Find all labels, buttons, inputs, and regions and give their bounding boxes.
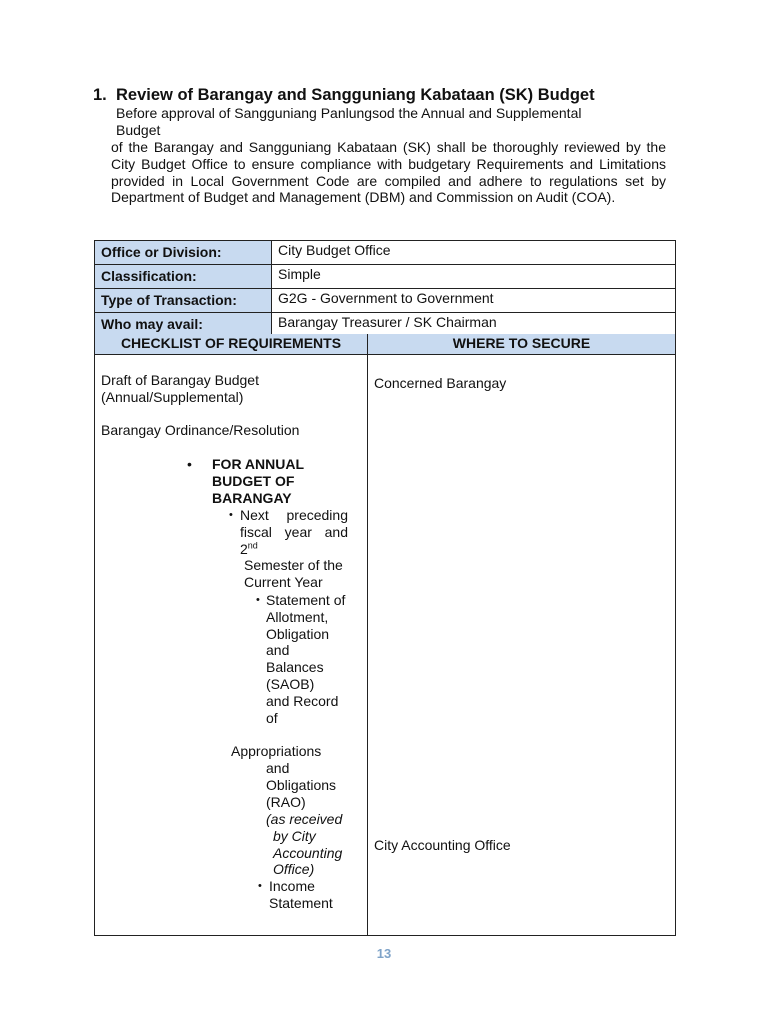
req-draft-line-1: Draft of Barangay Budget xyxy=(101,372,259,388)
next-line-4: Semester of the xyxy=(244,557,343,574)
info-value: Barangay Treasurer / SK Chairman xyxy=(272,313,676,337)
checklist-header-requirements: CHECKLIST OF REQUIREMENTS xyxy=(95,334,367,355)
saob-line-4: and xyxy=(266,642,290,659)
info-value: Simple xyxy=(272,265,676,289)
income-line-1: Income xyxy=(269,878,315,894)
bullet-level-3b: • xyxy=(258,880,262,892)
req-saob xyxy=(266,592,345,726)
recv-line-1: (as received xyxy=(266,811,343,827)
req-rao-line-1: Appropriations xyxy=(231,743,322,759)
intro-line-2: Budget xyxy=(116,121,161,138)
info-label: Office or Division: xyxy=(95,241,272,265)
recv-line-4: Office) xyxy=(273,861,315,878)
saob-line-2: Allotment, xyxy=(266,608,329,625)
where-city-accounting-office: City Accounting Office xyxy=(374,837,511,853)
annual-line-3: BARANGAY xyxy=(212,489,292,506)
checklist-header-where: WHERE TO SECURE xyxy=(368,334,675,355)
rao-line-4: (RAO) xyxy=(266,793,306,810)
req-income-statement xyxy=(269,878,333,912)
next-line-1: Next preceding xyxy=(240,507,348,523)
info-label: Classification: xyxy=(95,265,272,289)
bullet-level-1: • xyxy=(187,456,192,472)
saob-line-1: Statement of xyxy=(266,592,346,608)
annual-line-2: BUDGET OF xyxy=(212,472,295,489)
next-line-2: fiscal year and xyxy=(240,523,348,540)
recv-line-3: Accounting xyxy=(273,844,343,861)
info-label: Type of Transaction: xyxy=(95,289,272,313)
income-line-2: Statement xyxy=(269,894,333,911)
intro-body: of the Barangay and Sangguniang Kabataan (SK) shall be thoroughly reviewed by the City Budget Office to ensure compliance with budgetary Requirements and Limitations provided in Local Government Code are compiled and adhere to regulations set by Department of Budget and Management (DBM) and Commission on Audit (COA). xyxy=(111,139,666,206)
req-as-received xyxy=(266,811,342,878)
next-line-3: 2nd xyxy=(240,539,258,557)
info-row-transaction xyxy=(95,289,676,313)
intro-line-1: Before approval of Sangguniang Panlungsod the Annual and Supplemental xyxy=(116,105,582,121)
recv-line-2: by City xyxy=(273,827,316,844)
rao-line-3: Obligations xyxy=(266,776,337,793)
page-number: 13 xyxy=(376,946,392,961)
info-value: City Budget Office xyxy=(272,241,676,265)
section-title-text: Review of Barangay and Sangguniang Kabataan (SK) Budget xyxy=(116,86,595,104)
info-value: G2G - Government to Government xyxy=(272,289,676,313)
bullet-level-2: • xyxy=(229,509,233,521)
intro-first-lines xyxy=(116,105,656,139)
info-row-who-may-avail xyxy=(95,313,676,337)
section-number: 1. xyxy=(93,86,107,104)
req-next-fiscal-year xyxy=(240,507,348,591)
req-ordinance: Barangay Ordinance/Resolution xyxy=(101,422,300,438)
req-draft-line-2: (Annual/Supplemental) xyxy=(101,388,244,405)
saob-line-5: Balances xyxy=(266,659,324,676)
saob-line-7: and Record xyxy=(266,692,339,709)
rao-line-2: and xyxy=(266,760,290,776)
section-title xyxy=(93,86,595,105)
info-label: Who may avail: xyxy=(95,313,272,337)
req-draft-budget xyxy=(101,372,259,406)
info-row-classification xyxy=(95,265,676,289)
saob-line-6: (SAOB) xyxy=(266,675,315,692)
where-concerned-barangay: Concerned Barangay xyxy=(374,375,507,391)
column-divider xyxy=(367,334,368,935)
next-line-5: Current Year xyxy=(244,574,323,591)
bullet-level-3: • xyxy=(256,594,260,606)
annual-line-1: FOR ANNUAL xyxy=(212,456,305,472)
saob-line-3: Obligation xyxy=(266,625,330,642)
service-info-table xyxy=(94,240,676,337)
req-annual-heading xyxy=(212,456,304,506)
req-rao xyxy=(266,760,336,810)
saob-line-8: of xyxy=(266,709,278,726)
info-row-office xyxy=(95,241,676,265)
